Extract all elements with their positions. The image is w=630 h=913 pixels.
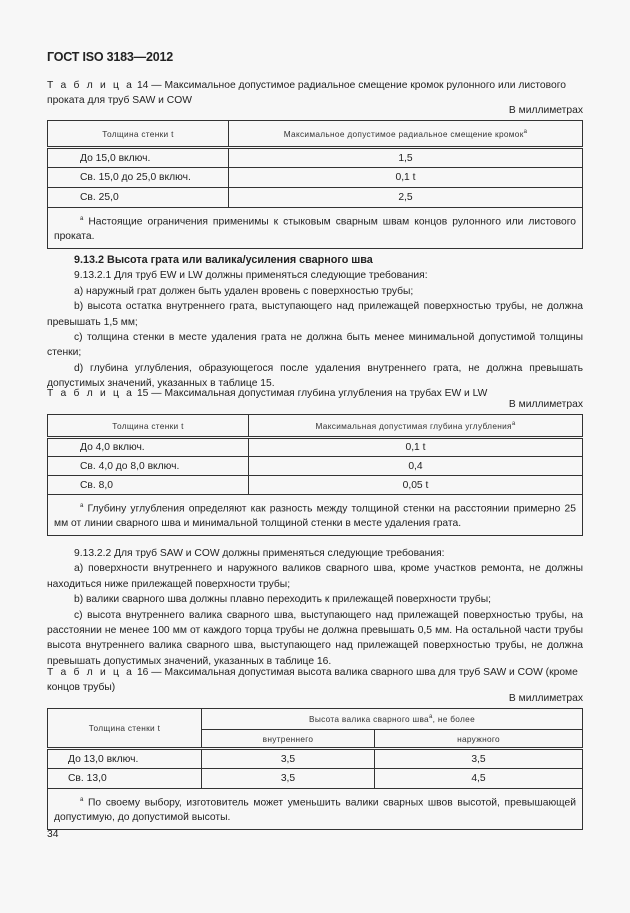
table15-header-thickness: Толщина стенки t xyxy=(48,415,249,438)
table14-header-value: Максимальное допустимое радиальное смещение кромок$^a$ xyxy=(229,121,583,148)
table14-footnote: $^a$ Настоящие ограничения применимы к стыковым сварным швам концов рулонного или листового проката. xyxy=(48,208,583,249)
paragraph: 9.13.2.2 Для труб SAW и COW должны применяться следующие требования: xyxy=(74,548,445,559)
table16-units: В миллиметрах xyxy=(508,693,583,704)
paragraph: c) толщина стенки в месте удаления грата не должна быть менее минимальной допустимой толщины стенки; xyxy=(47,332,583,359)
table15-caption: Т а б л и ц а 15 — Максимальная допустимая глубина углубления на трубах EW и LW xyxy=(47,388,488,399)
paragraph: d) глубина углубления, образующегося после удаления внутреннего грата, не должна превышать допустимых значений, указанных в таблице 15. xyxy=(47,362,583,390)
table16-caption: Т а б л и ц а 16 — Максимальная допустимая высота валика сварного шва для труб SAW и COW (кроме концов трубы) xyxy=(47,667,578,693)
table16-header-thickness: Толщина стенки t xyxy=(48,709,202,749)
table15-units: В миллиметрах xyxy=(508,399,583,410)
paragraph: a) поверхности внутреннего и наружного валиков сварного шва, кроме участков ремонта, не должны находиться ниже прилежащей поверхности трубы; xyxy=(47,563,583,590)
table14-units: В миллиметрах xyxy=(508,105,583,116)
table14-caption: Т а б л и ц а 14 — Максимальное допустимое радиальное смещение кромок рулонного или листового проката для труб SAW и COW xyxy=(47,80,566,106)
paragraph: 9.13.2.1 Для труб EW и LW должны применяться следующие требования: xyxy=(74,270,428,282)
standard-header: ГОСТ ISO 3183—2012 xyxy=(47,50,173,64)
table16-header-group: Высота валика сварного шва$^a$, не более xyxy=(202,709,583,730)
table14 xyxy=(47,120,583,249)
paragraph: a) наружный грат должен быть удален вровень с поверхностью трубы; xyxy=(74,285,414,297)
paragraph: b) валики сварного шва должны плавно переходить к прилежащей поверхности трубы; xyxy=(74,594,491,606)
table-row: Св. 25,0 2,5 xyxy=(48,188,583,208)
table16-header-outer: наружного xyxy=(375,730,583,749)
table-row: Св. 8,0 0,05 t xyxy=(48,476,583,495)
table16 xyxy=(47,708,583,830)
page-number: 34 xyxy=(47,829,59,840)
table15-footnote: $^a$ Глубину углубления определяют как разность между толщиной стенки на расстоянии примерно 25 мм от линии сварного шва и минимальной толщиной стенки в месте удаления грата. xyxy=(48,495,583,536)
table15 xyxy=(47,414,583,536)
table-row: До 13,0 включ. 3,5 3,5 xyxy=(48,749,583,769)
table-row: До 15,0 включ. 1,5 xyxy=(48,148,583,168)
paragraph: c) высота внутреннего валика сварного шва, выступающего над прилежащей поверхностью трубы, на расстоянии не менее 100 мм от каждого торца трубы не должна превышать 0,5 мм. На остальной части трубы высота внутреннего валика сварного шва, выступающего над прилежащей поверхностью трубы, не должна превышать допустимых значений, указанных в таблице 16. xyxy=(47,609,583,667)
table-row: Св. 13,0 3,5 4,5 xyxy=(48,769,583,789)
table-row: Св. 4,0 до 8,0 включ. 0,4 xyxy=(48,457,583,476)
section-heading: 9.13.2 Высота грата или валика/усиления сварного шва xyxy=(74,254,373,266)
table14-header-thickness: Толщина стенки t xyxy=(48,121,229,148)
section-9-13-2 xyxy=(47,253,583,392)
table16-footnote: $^a$ По своему выбору, изготовитель может уменьшить валики сварных швов высотой, превышающей допустимую, до допустимой высоты. xyxy=(48,789,583,830)
table16-header-inner: внутреннего xyxy=(202,730,375,749)
section-9-13-2-2 xyxy=(47,546,583,669)
table15-header-value: Максимальная допустимая глубина углубления$^a$ xyxy=(249,415,583,438)
table-row: Св. 15,0 до 25,0 включ. 0,1 t xyxy=(48,168,583,188)
paragraph: b) высота остатка внутреннего грата, выступающего над прилежащей поверхностью трубы, не должна превышать 1,5 мм; xyxy=(47,301,583,328)
table-row: До 4,0 включ. 0,1 t xyxy=(48,438,583,457)
